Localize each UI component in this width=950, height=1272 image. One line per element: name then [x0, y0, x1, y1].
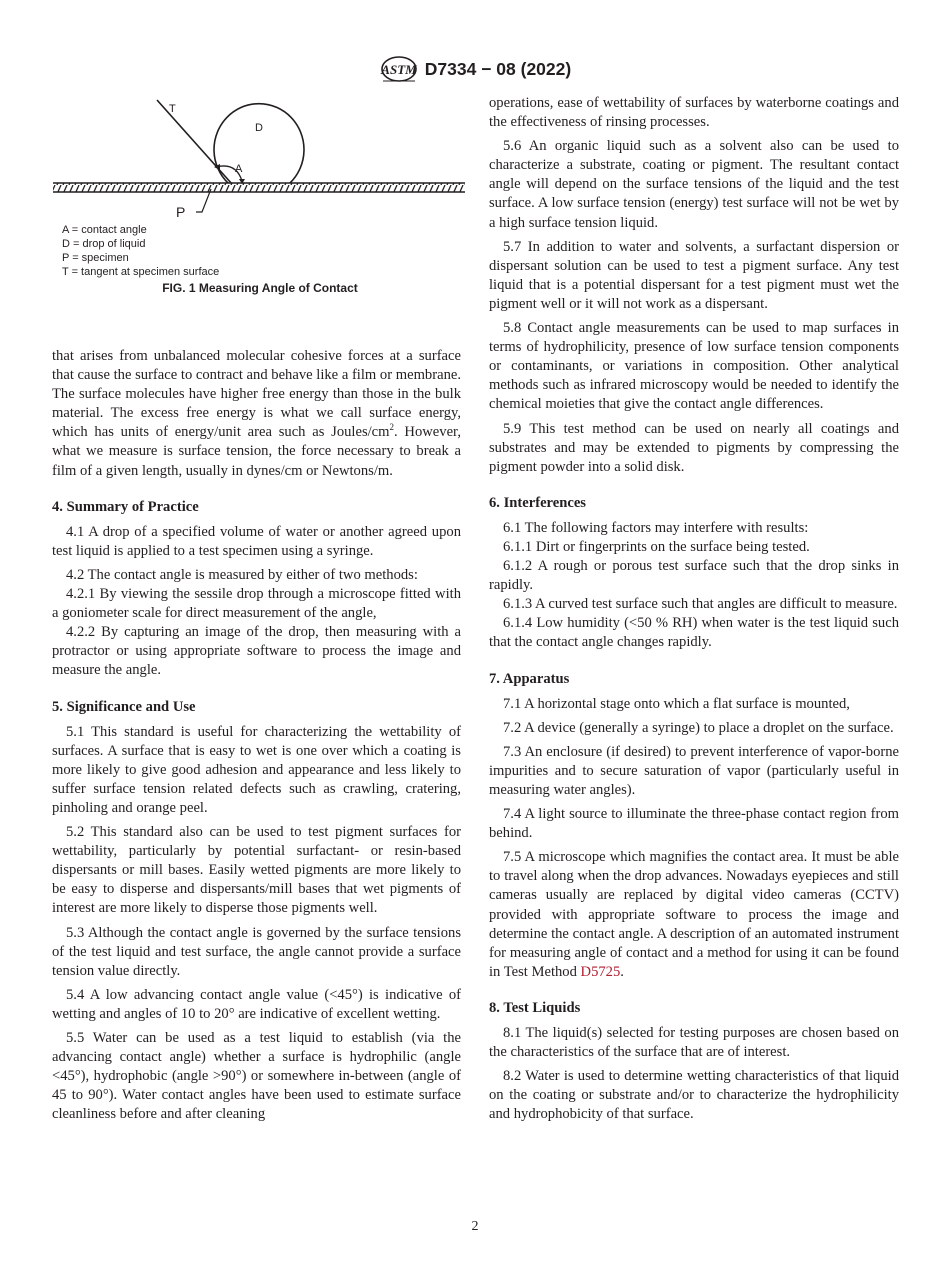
document-id: D7334 − 08 (2022)	[424, 58, 572, 79]
paragraph-5-4: 5.4 A low advancing contact angle value (<45°) is indicative of wetting and angles of 10 to 20° are indicative of excellent wetting.	[52, 986, 461, 1022]
paragraph-7-3: 7.3 An enclosure (if desired) to prevent interference of vapor-borne impurities and to secure saturation of vapor (particularly useful in measuring water angles).	[489, 743, 899, 798]
paragraph-7-4: 7.4 A light source to illuminate the three-phase contact region from behind.	[489, 806, 899, 842]
legend-item: D = drop of liquid	[62, 238, 146, 250]
paragraph-5-2: 5.2 This standard also can be used to test pigment surfaces for wettability, particularly by potential surfactant- or resin-based dispersants or mill bases. Easily wetted pigments are more likely to be easy to disperse and dispersants/mill bases that wet pigments of interest are more likely to disperse those pigments well.	[52, 824, 461, 917]
label-t: T	[169, 103, 176, 115]
paragraph-6-1-2: 6.1.2 A rough or porous test surface such that the drop sinks in rapidly.	[489, 558, 899, 594]
figure-legend	[62, 223, 219, 279]
paragraph-6-1: 6.1 The following factors may interfere with results:	[503, 519, 809, 536]
page-number: 2	[471, 1219, 479, 1234]
paragraph-4-2-1: 4.2.1 By viewing the sessile drop through a microscope fitted with a goniometer scale for direct measurement of the angle,	[52, 586, 461, 622]
figure-caption: FIG. 1 Measuring Angle of Contact	[162, 281, 358, 295]
paragraph-5-1: 5.1 This standard is useful for characterizing the wettability of surfaces. A surface that is easy to wet is one over which a coating is more likely to give good adhesion and appearance and less likely to suffer surface tension related defects such as crawling, cratering, pinholing and orange peel.	[52, 723, 461, 816]
paragraph-6-1-1: 6.1.1 Dirt or fingerprints on the surface being tested.	[503, 538, 810, 555]
paragraph-5-8: 5.8 Contact angle measurements can be used to map surfaces in terms of hydrophilicity, presence of low surface tension components or contaminants, or variations in composition. Other analytical methods such as infrared microscopy would be needed to identify the chemical moieties that give the contact angle differences.	[489, 320, 899, 413]
paragraph-continuation: that arises from unbalanced molecular cohesive forces at a surface that cause the surface to contract and behave like a film or membrane. The surface molecules have higher free energy than those in the bulk material. The excess free energy is what we call surface energy, which has units of energy/unit area such as Joules/$cm^2$. However, what we measure is surface tension, the force necessary to break a film of a given length, usually in dynes/cm or Newtons/m.	[52, 348, 461, 479]
svg-text:ASTM: ASTM	[381, 62, 417, 77]
paragraph-6-1-3: 6.1.3 A curved test surface such that angles are difficult to measure.	[503, 596, 898, 613]
paragraph-5-5-start: 5.5 Water can be used as a test liquid to establish (via the advancing contact angle) whether a surface is hydrophilic (angle <45°), hydrophobic (angle >90°) or somewhere in-between (angle of 45 to 90°). Water contact angles have been used to estimate surface cleanliness before and after cleaning	[52, 1030, 461, 1123]
paragraph-5-9: 5.9 This test method can be used on nearly all coatings and substrates and may be extended to pigments by compressing the pigment powder into a solid disk.	[489, 420, 899, 475]
astm-logo-icon	[379, 54, 419, 84]
paragraph-6-1-4: 6.1.4 Low humidity (<50 % RH) when water is the test liquid such that the contact angle changes rapidly.	[489, 615, 899, 651]
label-p: P	[176, 204, 186, 220]
paragraph-4-2: 4.2 The contact angle is measured by either of two methods:	[66, 566, 418, 583]
paragraph-8-2: 8.2 Water is used to determine wetting characteristics of that liquid on the coating or substrate and/or to characterize the hydrophilicity and hydrophobicity of that surface.	[489, 1068, 899, 1123]
legend-item: T = tangent at specimen surface	[62, 266, 220, 278]
left-column	[52, 347, 461, 1129]
paragraph-8-1: 8.1 The liquid(s) selected for testing purposes are chosen based on the characteristics of the surface that are of interest.	[489, 1025, 899, 1061]
page-header	[0, 54, 950, 89]
section-heading-8: 8. Test Liquids	[489, 999, 581, 1016]
paragraph-4-1: 4.1 A drop of a specified volume of water or another agreed upon test liquid is applied to a test specimen using a syringe.	[52, 523, 461, 559]
paragraph-7-1: 7.1 A horizontal stage onto which a flat surface is mounted,	[503, 695, 850, 712]
paragraph-5-7: 5.7 In addition to water and solvents, a surfactant dispersion or dispersant solution can be used to test a pigment surface. Any test liquid that is a potential dispersant for a test pigment must wet the pigment well or it will not work as a dispersant.	[489, 238, 899, 312]
label-d: D	[255, 122, 263, 134]
section-heading-5: 5. Significance and Use	[52, 698, 196, 715]
paragraph-5-3: 5.3 Although the contact angle is governed by the surface tensions of the test liquid and test surface, the angle cannot provide a surface tension value directly.	[52, 924, 461, 979]
paragraph-4-2-2: 4.2.2 By capturing an image of the drop, then measuring with a protractor or using appropriate software to process the image and measure the angle.	[52, 624, 461, 679]
figure-1	[50, 95, 470, 305]
paragraph-5-6: 5.6 An organic liquid such as a solvent also can be used to characterize a substrate, coating or pigment. The resultant contact angle will depend on the surface tensions of the liquid and the test surface. A low surface tension (energy) test surface will not be wet by a high surface tension liquid.	[489, 138, 899, 231]
legend-item: A = contact angle	[62, 224, 147, 236]
section-heading-4: 4. Summary of Practice	[52, 498, 199, 515]
reference-link-d5725[interactable]: D5725	[580, 963, 621, 980]
label-a: A	[235, 163, 243, 175]
paragraph-7-2: 7.2 A device (generally a syringe) to place a droplet on the surface.	[503, 719, 894, 736]
right-column	[489, 94, 899, 1130]
paragraph-5-5-end: operations, ease of wettability of surfaces by waterborne coatings and the effectiveness of rinsing processes.	[489, 95, 899, 131]
legend-item: P = specimen	[62, 252, 129, 264]
specimen-surface	[53, 183, 465, 192]
drop-outline	[214, 104, 304, 183]
section-heading-7: 7. Apparatus	[489, 670, 570, 687]
paragraph-7-5: 7.5 A microscope which magnifies the contact area. It must be able to travel along when the drop advances. Nowadays eyepieces and still cameras usually are replaced by digital video cameras (CCTV) provided with appropriate software to process the image and determine the contact angle. A description of an automated instrument for measuring angle of contact and a method for using it can be found in Test Method D5725.	[489, 849, 899, 980]
section-heading-6: 6. Interferences	[489, 494, 586, 511]
